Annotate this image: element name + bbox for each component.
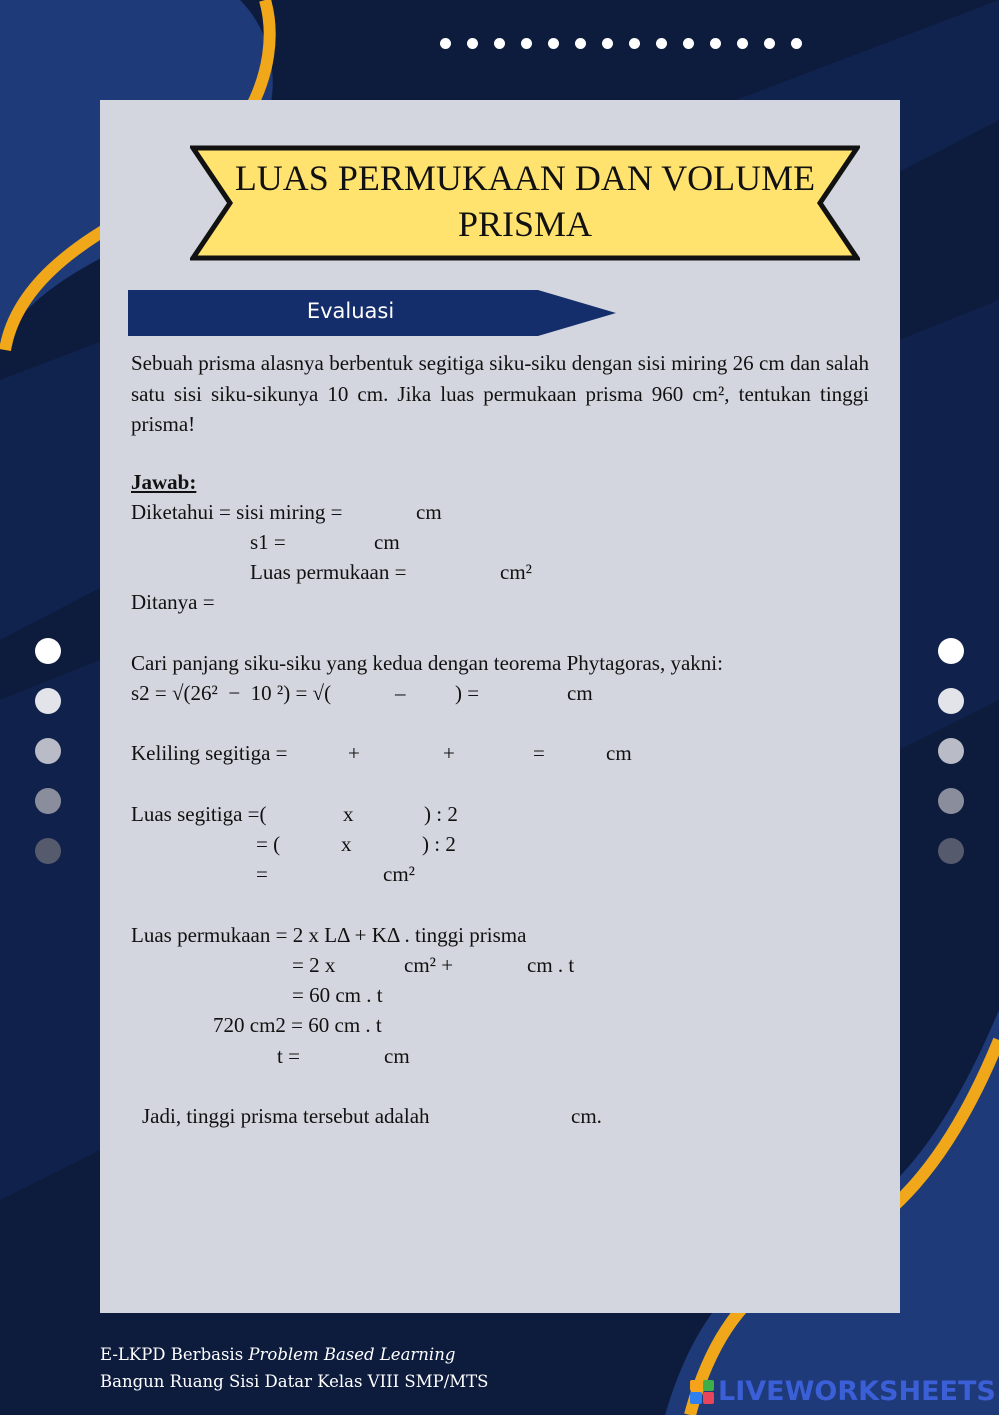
footer-italic: Problem Based Learning (248, 1345, 456, 1364)
section-tag (128, 290, 618, 338)
times-sign: x (343, 802, 354, 826)
top-dots-decoration (440, 38, 802, 49)
height-result: t = (277, 1044, 300, 1068)
unit-label: cm (567, 681, 593, 705)
question-text: Sebuah prisma alasnya berbentuk segitiga siku-siku dengan sisi miring 26 cm dan salah satu sisi siku-sikunya 10 cm. Jika luas permukaan prisma 960 cm², tentukan tinggi prisma! (131, 351, 869, 436)
equals-sign: = (533, 741, 545, 765)
triangle-area-3: = (256, 862, 268, 886)
answer-heading: Jawab: (131, 470, 197, 494)
footer-line-2: Bangun Ruang Sisi Datar Kelas VIII SMP/MTS (100, 1372, 489, 1391)
unit-label: cm² (383, 862, 415, 886)
triangle-area-1: Luas segitiga =( (131, 802, 267, 826)
known-hypotenuse: Diketahui = sisi miring = (131, 500, 343, 524)
divide-two: ) : 2 (422, 832, 456, 856)
page-title: LUAS PERMUKAAN DAN VOLUME PRISMA (234, 158, 816, 244)
minus-sign: – (395, 681, 406, 705)
s2-result: ) = (455, 681, 480, 705)
pythagoras-intro: Cari panjang siku-siku yang kedua dengan teorema Phytagoras, yakni: (131, 651, 723, 675)
unit-label: cm² (500, 560, 532, 584)
left-dots-decoration (35, 638, 61, 864)
footer-line-1 (100, 1345, 455, 1364)
right-dots-decoration (938, 638, 964, 864)
unit-label: cm (374, 530, 400, 554)
s2-formula: s2 = √(26² − 10 ²) = √( (131, 681, 332, 705)
surface-area-step: = 2 x (292, 953, 336, 977)
times-sign: x (341, 832, 352, 856)
conclusion-text: Jadi, tinggi prisma tersebut adalah (142, 1104, 430, 1128)
unit-label: cm (384, 1044, 410, 1068)
worksheet-card (100, 100, 900, 1313)
watermark (690, 1376, 996, 1407)
known-side: s1 = (250, 530, 286, 554)
known-surface-area: Luas permukaan = (250, 560, 407, 584)
footer-prefix: E-LKPD Berbasis (100, 1345, 249, 1364)
plus-sign: + (348, 741, 360, 765)
liveworksheets-logo-icon (690, 1380, 714, 1404)
section-label: Evaluasi (306, 299, 395, 323)
title-banner (190, 145, 860, 261)
watermark-text: LIVEWORKSHEETS (718, 1376, 996, 1407)
unit-label: cm. (571, 1104, 602, 1128)
divide-two: ) : 2 (424, 802, 458, 826)
unit-label: cm . t (527, 953, 575, 977)
unit-label: cm (606, 741, 632, 765)
surface-area-formula: Luas permukaan = 2 x LΔ + KΔ . tinggi prisma (131, 923, 527, 947)
unit-label: cm (416, 500, 442, 524)
surface-area-step: = 60 cm . t (292, 983, 383, 1007)
triangle-area-2: = ( (256, 832, 281, 856)
perimeter-label: Keliling segitiga = (131, 741, 288, 765)
surface-area-step: 720 cm2 = 60 cm . t (213, 1013, 382, 1037)
plus-sign: + (443, 741, 455, 765)
asked-label: Ditanya = (131, 590, 215, 614)
unit-label: cm² + (404, 953, 454, 977)
